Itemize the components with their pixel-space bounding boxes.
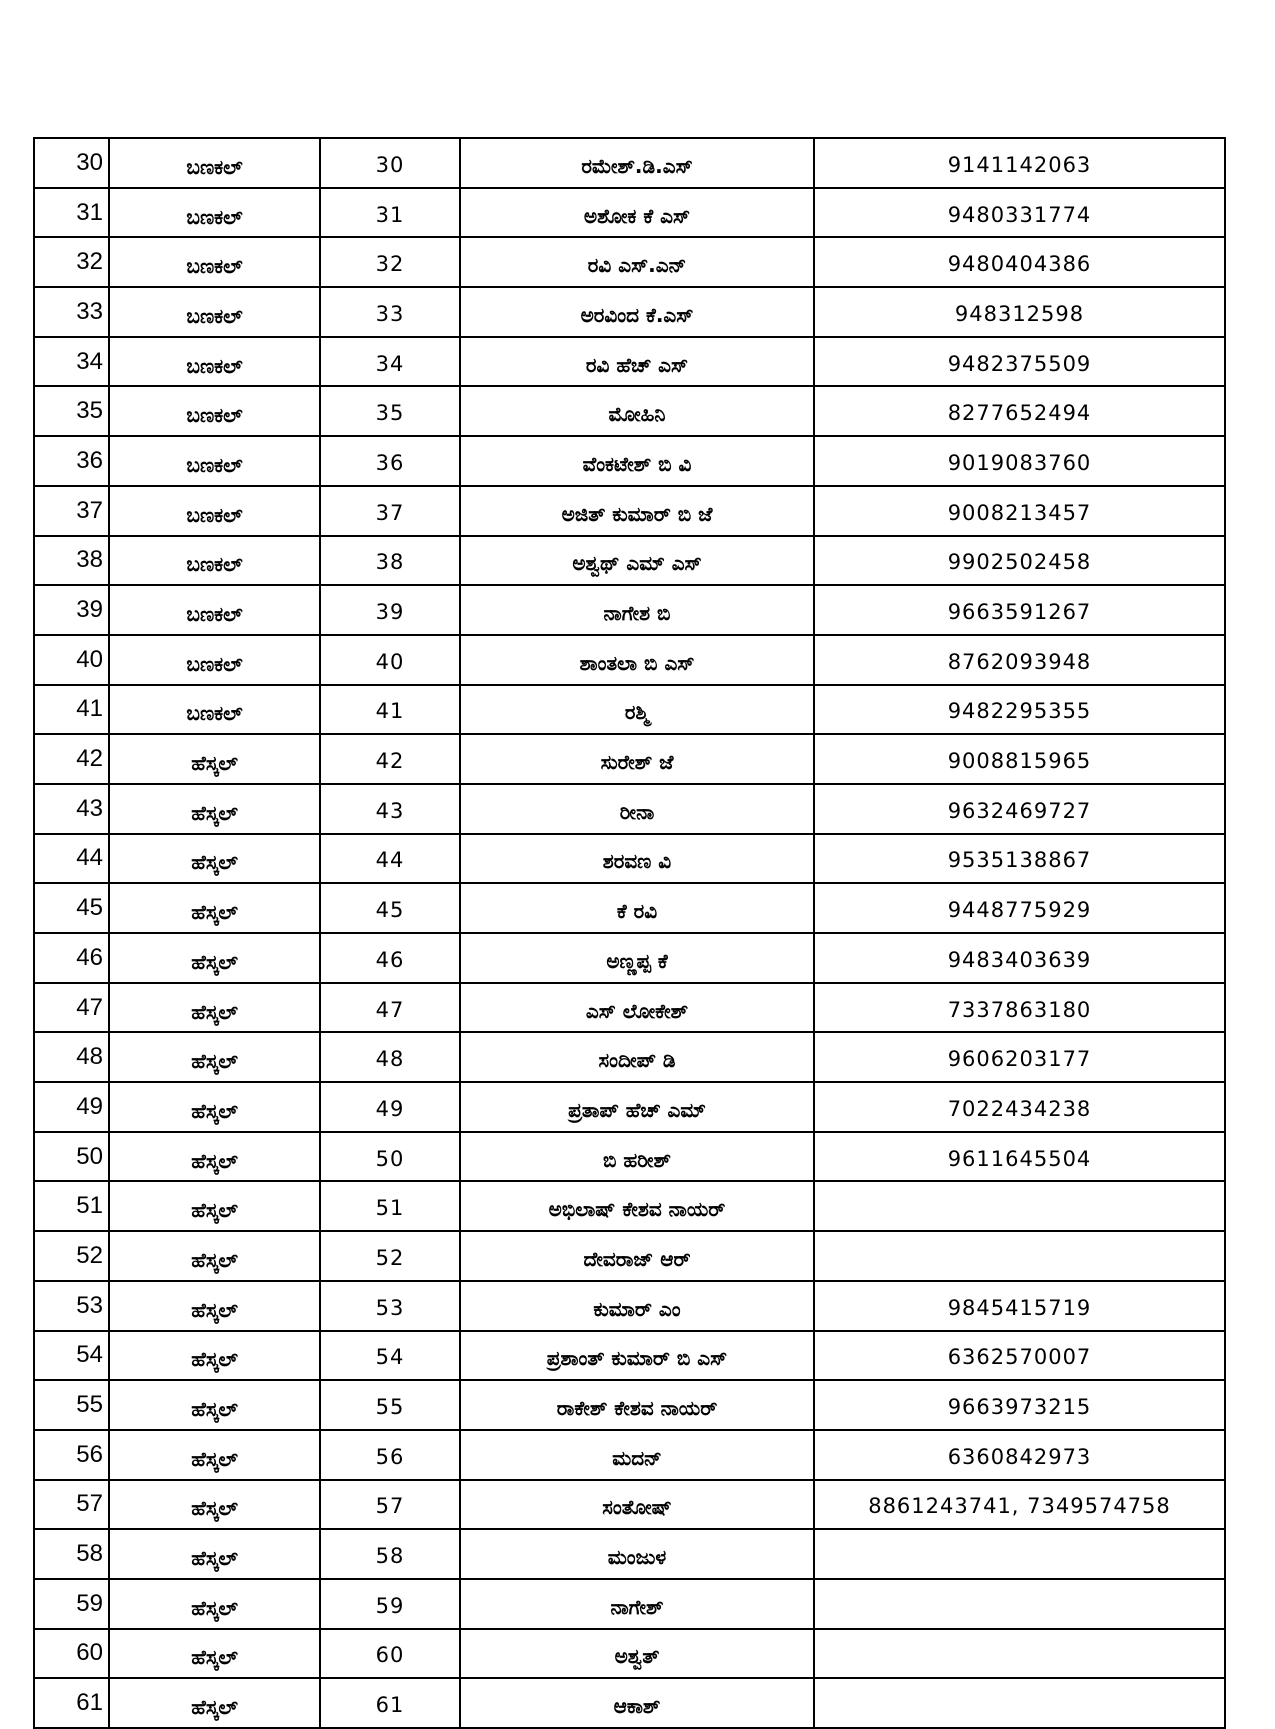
phone-number-cell: 8277652494 — [814, 386, 1225, 436]
village-cell: ಬಣಕಲ್ — [109, 138, 320, 188]
phone-number-cell — [814, 1579, 1225, 1629]
member-table-body — [34, 138, 1225, 1728]
village-cell: ಬಣಕಲ್ — [109, 585, 320, 635]
table-row — [34, 138, 1225, 188]
member-number-cell: 36 — [320, 436, 460, 486]
table-row — [34, 1132, 1225, 1182]
member-name-cell: ಮಂಜುಳ — [460, 1529, 814, 1579]
village-cell: ಬಣಕಲ್ — [109, 635, 320, 685]
member-number-cell: 59 — [320, 1579, 460, 1629]
serial-number-cell: 55 — [34, 1380, 109, 1430]
village-cell: ಹೆಸ್ಕಲ್ — [109, 1678, 320, 1728]
table-row — [34, 734, 1225, 784]
member-name-cell: ರಾಕೇಶ್ ಕೇಶವ ನಾಯರ್ — [460, 1380, 814, 1430]
table-row — [34, 983, 1225, 1033]
member-number-cell: 61 — [320, 1678, 460, 1728]
member-number-cell: 34 — [320, 337, 460, 387]
village-cell: ಹೆಸ್ಕಲ್ — [109, 1380, 320, 1430]
table-row — [34, 1380, 1225, 1430]
serial-number-cell: 31 — [34, 188, 109, 238]
phone-number-cell: 9480331774 — [814, 188, 1225, 238]
member-number-cell: 43 — [320, 784, 460, 834]
serial-number-cell: 44 — [34, 834, 109, 884]
village-cell: ಬಣಕಲ್ — [109, 188, 320, 238]
table-row — [34, 1181, 1225, 1231]
member-number-cell: 31 — [320, 188, 460, 238]
member-name-cell: ಸಂದೀಪ್ ಡಿ — [460, 1032, 814, 1082]
table-row — [34, 1579, 1225, 1629]
serial-number-cell: 52 — [34, 1231, 109, 1281]
table-row — [34, 933, 1225, 983]
phone-number-cell: 8762093948 — [814, 635, 1225, 685]
phone-number-cell: 9611645504 — [814, 1132, 1225, 1182]
serial-number-cell: 34 — [34, 337, 109, 387]
table-row — [34, 883, 1225, 933]
serial-number-cell: 46 — [34, 933, 109, 983]
member-number-cell: 30 — [320, 138, 460, 188]
member-number-cell: 39 — [320, 585, 460, 635]
member-number-cell: 33 — [320, 287, 460, 337]
table-row — [34, 237, 1225, 287]
table-row — [34, 1629, 1225, 1679]
serial-number-cell: 57 — [34, 1480, 109, 1530]
member-name-cell: ಅರವಿಂದ ಕೆ.ಎಸ್ — [460, 287, 814, 337]
serial-number-cell: 48 — [34, 1032, 109, 1082]
member-name-cell: ಮೋಹಿನಿ — [460, 386, 814, 436]
village-cell: ಹೆಸ್ಕಲ್ — [109, 734, 320, 784]
serial-number-cell: 56 — [34, 1430, 109, 1480]
serial-number-cell: 49 — [34, 1082, 109, 1132]
member-name-cell: ಅಶೋಕ ಕೆ ಎಸ್ — [460, 188, 814, 238]
member-name-cell: ಪ್ರತಾಪ್ ಹೆಚ್ ಎಮ್ — [460, 1082, 814, 1132]
phone-number-cell: 9019083760 — [814, 436, 1225, 486]
table-row — [34, 1529, 1225, 1579]
member-number-cell: 47 — [320, 983, 460, 1033]
phone-number-cell: 9141142063 — [814, 138, 1225, 188]
member-number-cell: 49 — [320, 1082, 460, 1132]
member-name-cell: ಸುರೇಶ್ ಜೆ — [460, 734, 814, 784]
village-cell: ಹೆಸ್ಕಲ್ — [109, 883, 320, 933]
member-name-cell: ದೇವರಾಜ್ ಆರ್ — [460, 1231, 814, 1281]
member-table — [33, 137, 1226, 1729]
table-row — [34, 436, 1225, 486]
member-name-cell: ಮದನ್ — [460, 1430, 814, 1480]
serial-number-cell: 58 — [34, 1529, 109, 1579]
member-number-cell: 51 — [320, 1181, 460, 1231]
village-cell: ಹೆಸ್ಕಲ್ — [109, 1032, 320, 1082]
serial-number-cell: 38 — [34, 536, 109, 586]
table-row — [34, 1231, 1225, 1281]
member-name-cell: ಶರವಣ ವಿ — [460, 834, 814, 884]
member-number-cell: 40 — [320, 635, 460, 685]
phone-number-cell: 9448775929 — [814, 883, 1225, 933]
member-name-cell: ಶಾಂತಲಾ ಬಿ ಎಸ್ — [460, 635, 814, 685]
member-name-cell: ರಶ್ಮಿ — [460, 685, 814, 735]
member-name-cell: ನಾಗೇಶ್ — [460, 1579, 814, 1629]
phone-number-cell: 9902502458 — [814, 536, 1225, 586]
member-name-cell: ಅಣ್ಣಪ್ಪ ಕೆ — [460, 933, 814, 983]
phone-number-cell — [814, 1678, 1225, 1728]
village-cell: ಹೆಸ್ಕಲ್ — [109, 1629, 320, 1679]
table-row — [34, 188, 1225, 238]
phone-number-cell — [814, 1529, 1225, 1579]
table-row — [34, 1480, 1225, 1530]
serial-number-cell: 54 — [34, 1331, 109, 1381]
village-cell: ಹೆಸ್ಕಲ್ — [109, 1132, 320, 1182]
member-name-cell: ರಮೇಶ್.ಡಿ.ಎಸ್ — [460, 138, 814, 188]
serial-number-cell: 41 — [34, 685, 109, 735]
village-cell: ಬಣಕಲ್ — [109, 386, 320, 436]
member-name-cell: ಸಂತೋಷ್ — [460, 1480, 814, 1530]
village-cell: ಹೆಸ್ಕಲ್ — [109, 1331, 320, 1381]
phone-number-cell: 9606203177 — [814, 1032, 1225, 1082]
member-name-cell: ಕೆ ರವಿ — [460, 883, 814, 933]
member-number-cell: 60 — [320, 1629, 460, 1679]
member-name-cell: ಅಶ್ವತ್ — [460, 1629, 814, 1679]
phone-number-cell: 9632469727 — [814, 784, 1225, 834]
member-number-cell: 32 — [320, 237, 460, 287]
table-row — [34, 1082, 1225, 1132]
table-row — [34, 784, 1225, 834]
serial-number-cell: 39 — [34, 585, 109, 635]
phone-number-cell: 9482295355 — [814, 685, 1225, 735]
member-number-cell: 44 — [320, 834, 460, 884]
member-name-cell: ಪ್ರಶಾಂತ್ ಕುಮಾರ್ ಬಿ ಎಸ್ — [460, 1331, 814, 1381]
village-cell: ಬಣಕಲ್ — [109, 685, 320, 735]
village-cell: ಹೆಸ್ಕಲ್ — [109, 1231, 320, 1281]
serial-number-cell: 59 — [34, 1579, 109, 1629]
serial-number-cell: 43 — [34, 784, 109, 834]
serial-number-cell: 42 — [34, 734, 109, 784]
serial-number-cell: 53 — [34, 1281, 109, 1331]
phone-number-cell: 9535138867 — [814, 834, 1225, 884]
phone-number-cell: 6362570007 — [814, 1331, 1225, 1381]
phone-number-cell: 9663591267 — [814, 585, 1225, 635]
member-number-cell: 56 — [320, 1430, 460, 1480]
member-number-cell: 57 — [320, 1480, 460, 1530]
serial-number-cell: 40 — [34, 635, 109, 685]
member-name-cell: ರವಿ ಎಸ್.ಎನ್ — [460, 237, 814, 287]
member-name-cell: ರವಿ ಹೆಚ್ ಎಸ್ — [460, 337, 814, 387]
table-row — [34, 486, 1225, 536]
member-number-cell: 50 — [320, 1132, 460, 1182]
village-cell: ಬಣಕಲ್ — [109, 486, 320, 536]
table-row — [34, 1281, 1225, 1331]
phone-number-cell: 7022434238 — [814, 1082, 1225, 1132]
phone-number-cell: 6360842973 — [814, 1430, 1225, 1480]
village-cell: ಹೆಸ್ಕಲ್ — [109, 1480, 320, 1530]
phone-number-cell: 948312598 — [814, 287, 1225, 337]
table-row — [34, 834, 1225, 884]
village-cell: ಹೆಸ್ಕಲ್ — [109, 1281, 320, 1331]
phone-number-cell: 9008213457 — [814, 486, 1225, 536]
serial-number-cell: 50 — [34, 1132, 109, 1182]
table-row — [34, 1032, 1225, 1082]
phone-number-cell: 9845415719 — [814, 1281, 1225, 1331]
table-row — [34, 1331, 1225, 1381]
member-name-cell: ಆಕಾಶ್ — [460, 1678, 814, 1728]
phone-number-cell: 7337863180 — [814, 983, 1225, 1033]
village-cell: ಹೆಸ್ಕಲ್ — [109, 784, 320, 834]
serial-number-cell: 35 — [34, 386, 109, 436]
phone-number-cell: 9482375509 — [814, 337, 1225, 387]
member-name-cell: ಎಸ್ ಲೋಕೇಶ್ — [460, 983, 814, 1033]
phone-number-cell: 9483403639 — [814, 933, 1225, 983]
serial-number-cell: 37 — [34, 486, 109, 536]
village-cell: ಹೆಸ್ಕಲ್ — [109, 1430, 320, 1480]
village-cell: ಹೆಸ್ಕಲ್ — [109, 1579, 320, 1629]
table-row — [34, 386, 1225, 436]
table-row — [34, 685, 1225, 735]
village-cell: ಹೆಸ್ಕಲ್ — [109, 933, 320, 983]
serial-number-cell: 51 — [34, 1181, 109, 1231]
village-cell: ಹೆಸ್ಕಲ್ — [109, 834, 320, 884]
village-cell: ಹೆಸ್ಕಲ್ — [109, 1082, 320, 1132]
serial-number-cell: 33 — [34, 287, 109, 337]
serial-number-cell: 30 — [34, 138, 109, 188]
member-name-cell: ಅಜಿತ್ ಕುಮಾರ್ ಬಿ ಜೆ — [460, 486, 814, 536]
member-number-cell: 53 — [320, 1281, 460, 1331]
member-name-cell: ನಾಗೇಶ ಬಿ — [460, 585, 814, 635]
village-cell: ಬಣಕಲ್ — [109, 237, 320, 287]
phone-number-cell: 8861243741, 7349574758 — [814, 1480, 1225, 1530]
phone-number-cell — [814, 1231, 1225, 1281]
member-name-cell: ರೀನಾ — [460, 784, 814, 834]
village-cell: ಬಣಕಲ್ — [109, 536, 320, 586]
serial-number-cell: 32 — [34, 237, 109, 287]
table-row — [34, 337, 1225, 387]
phone-number-cell: 9480404386 — [814, 237, 1225, 287]
table-row — [34, 287, 1225, 337]
member-name-cell: ಅಶ್ವಥ್ ಎಮ್ ಎಸ್ — [460, 536, 814, 586]
village-cell: ಬಣಕಲ್ — [109, 337, 320, 387]
member-name-cell: ಕುಮಾರ್ ಎಂ — [460, 1281, 814, 1331]
table-row — [34, 585, 1225, 635]
member-name-cell: ವೆಂಕಟೇಶ್ ಬಿ ವಿ — [460, 436, 814, 486]
member-number-cell: 55 — [320, 1380, 460, 1430]
member-number-cell: 45 — [320, 883, 460, 933]
village-cell: ಹೆಸ್ಕಲ್ — [109, 1529, 320, 1579]
member-number-cell: 35 — [320, 386, 460, 436]
serial-number-cell: 36 — [34, 436, 109, 486]
member-number-cell: 54 — [320, 1331, 460, 1381]
serial-number-cell: 61 — [34, 1678, 109, 1728]
table-row — [34, 1430, 1225, 1480]
member-number-cell: 41 — [320, 685, 460, 735]
serial-number-cell: 45 — [34, 883, 109, 933]
member-number-cell: 46 — [320, 933, 460, 983]
member-name-cell: ಬಿ ಹರೀಶ್ — [460, 1132, 814, 1182]
table-row — [34, 536, 1225, 586]
serial-number-cell: 47 — [34, 983, 109, 1033]
phone-number-cell — [814, 1629, 1225, 1679]
phone-number-cell — [814, 1181, 1225, 1231]
member-number-cell: 58 — [320, 1529, 460, 1579]
member-number-cell: 48 — [320, 1032, 460, 1082]
member-number-cell: 37 — [320, 486, 460, 536]
phone-number-cell: 9008815965 — [814, 734, 1225, 784]
village-cell: ಹೆಸ್ಕಲ್ — [109, 983, 320, 1033]
serial-number-cell: 60 — [34, 1629, 109, 1679]
village-cell: ಬಣಕಲ್ — [109, 287, 320, 337]
village-cell: ಬಣಕಲ್ — [109, 436, 320, 486]
member-name-cell: ಅಭಿಲಾಷ್ ಕೇಶವ ನಾಯರ್ — [460, 1181, 814, 1231]
member-number-cell: 42 — [320, 734, 460, 784]
member-number-cell: 52 — [320, 1231, 460, 1281]
table-row — [34, 635, 1225, 685]
table-row — [34, 1678, 1225, 1728]
village-cell: ಹೆಸ್ಕಲ್ — [109, 1181, 320, 1231]
member-number-cell: 38 — [320, 536, 460, 586]
phone-number-cell: 9663973215 — [814, 1380, 1225, 1430]
